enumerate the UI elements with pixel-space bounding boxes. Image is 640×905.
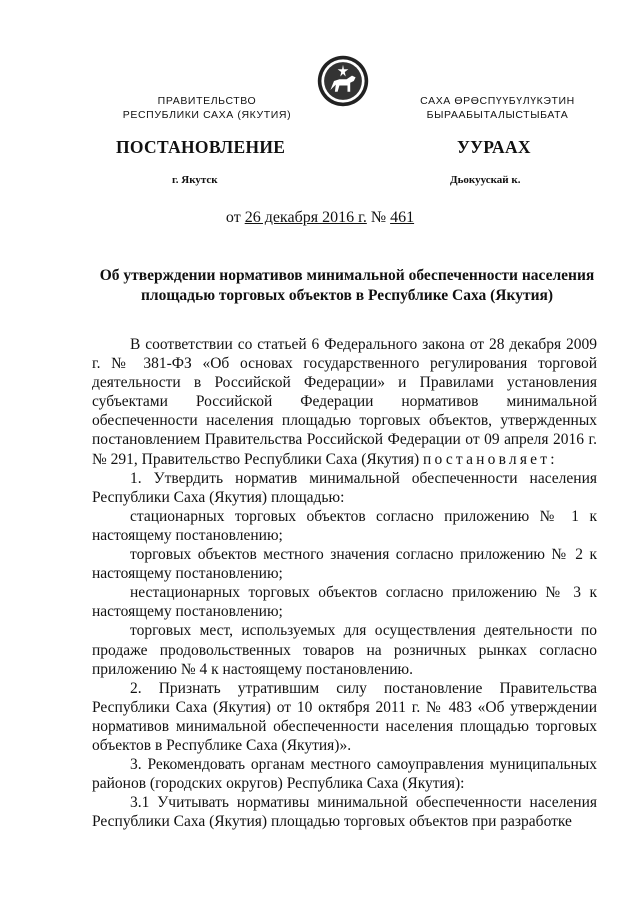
document-title bbox=[92, 266, 602, 306]
header-right-organization bbox=[385, 94, 610, 122]
document-date: 26 декабря 2016 г. bbox=[244, 209, 367, 226]
paragraph-1d: торговых мест, используемых для осуществления деятельности по продаже продовольственных товаров на розничных рынках согласно приложению № 4 к настоящему постановлению. bbox=[92, 622, 597, 678]
paragraph-1c: нестационарных торговых объектов согласно приложению № 3 к настоящему постановлению; bbox=[92, 584, 597, 621]
number-label: № bbox=[366, 209, 391, 226]
paragraph-1: 1. Утвердить норматив минимальной обеспеченности населения Республики Саха (Якутия) площадью: bbox=[92, 469, 597, 506]
document-body bbox=[92, 335, 597, 831]
document-title-line2: площадью торговых объектов в Республике Саха (Якутия) bbox=[140, 287, 554, 304]
city-right: Дьокуускай к. bbox=[450, 174, 521, 186]
header-left-line2: РЕСПУБЛИКИ САХА (ЯКУТИЯ) bbox=[122, 109, 292, 121]
document-number: 461 bbox=[390, 209, 415, 226]
city-left: г. Якутск bbox=[172, 174, 218, 186]
header-right-line1: САХА ӨРӨСПҮҮБҮЛҮКЭТИН bbox=[420, 95, 575, 107]
intro-resolves: постановляет: bbox=[423, 450, 558, 468]
paragraph-2: 2. Признать утратившим силу постановление Правительства Республики Саха (Якутия) от 10 октября 2011 г. № 483 «Об утверждении нормативов минимальной обеспеченности населения площадью торговых объектов в Республике Саха (Якутия)». bbox=[92, 679, 597, 754]
header-left-line1: ПРАВИТЕЛЬСТВО bbox=[157, 95, 257, 107]
paragraph-1b: торговых объектов местного значения согласно приложению № 2 к настоящему постановлению; bbox=[92, 546, 597, 583]
paragraph-intro bbox=[92, 335, 597, 469]
date-number-line bbox=[0, 209, 640, 227]
header-right-line2: БЫРААБЫТАЛЫСТЫБАТА bbox=[426, 109, 569, 121]
coat-of-arms-emblem-icon bbox=[316, 54, 370, 108]
doc-type-left: ПОСТАНОВЛЕНИЕ bbox=[116, 137, 286, 157]
document-title-line1: Об утверждении нормативов минимальной обеспеченности населения bbox=[99, 267, 595, 284]
paragraph-3: 3. Рекомендовать органам местного самоуправления муниципальных районов (городских округов) Республика Саха (Якутия): bbox=[92, 756, 597, 793]
header-left-organization bbox=[92, 94, 322, 122]
intro-text: В соответствии со статьей 6 Федерального закона от 28 декабря 2009 г. № 381-ФЗ «Об основах государственного регулирования торговой деятельности в Российской Федерации» и Правилами установления субъектами Российской Федерации нормативов минимальной обеспеченности населения площадью торговых объектов, утвержденных постановлением Правительства Российской Федерации от 09 апреля 2016 г. № 291, Правительство Республики Саха (Якутия) bbox=[92, 336, 597, 468]
paragraph-1a: стационарных торговых объектов согласно приложению № 1 к настоящему постановлению; bbox=[92, 507, 597, 544]
paragraph-3-1: 3.1 Учитывать нормативы минимальной обеспеченности населения Республики Саха (Якутия) площадью торговых объектов при разработке bbox=[92, 794, 597, 831]
doc-type-right: УУРААХ bbox=[457, 137, 531, 157]
date-prefix: от bbox=[225, 209, 245, 226]
